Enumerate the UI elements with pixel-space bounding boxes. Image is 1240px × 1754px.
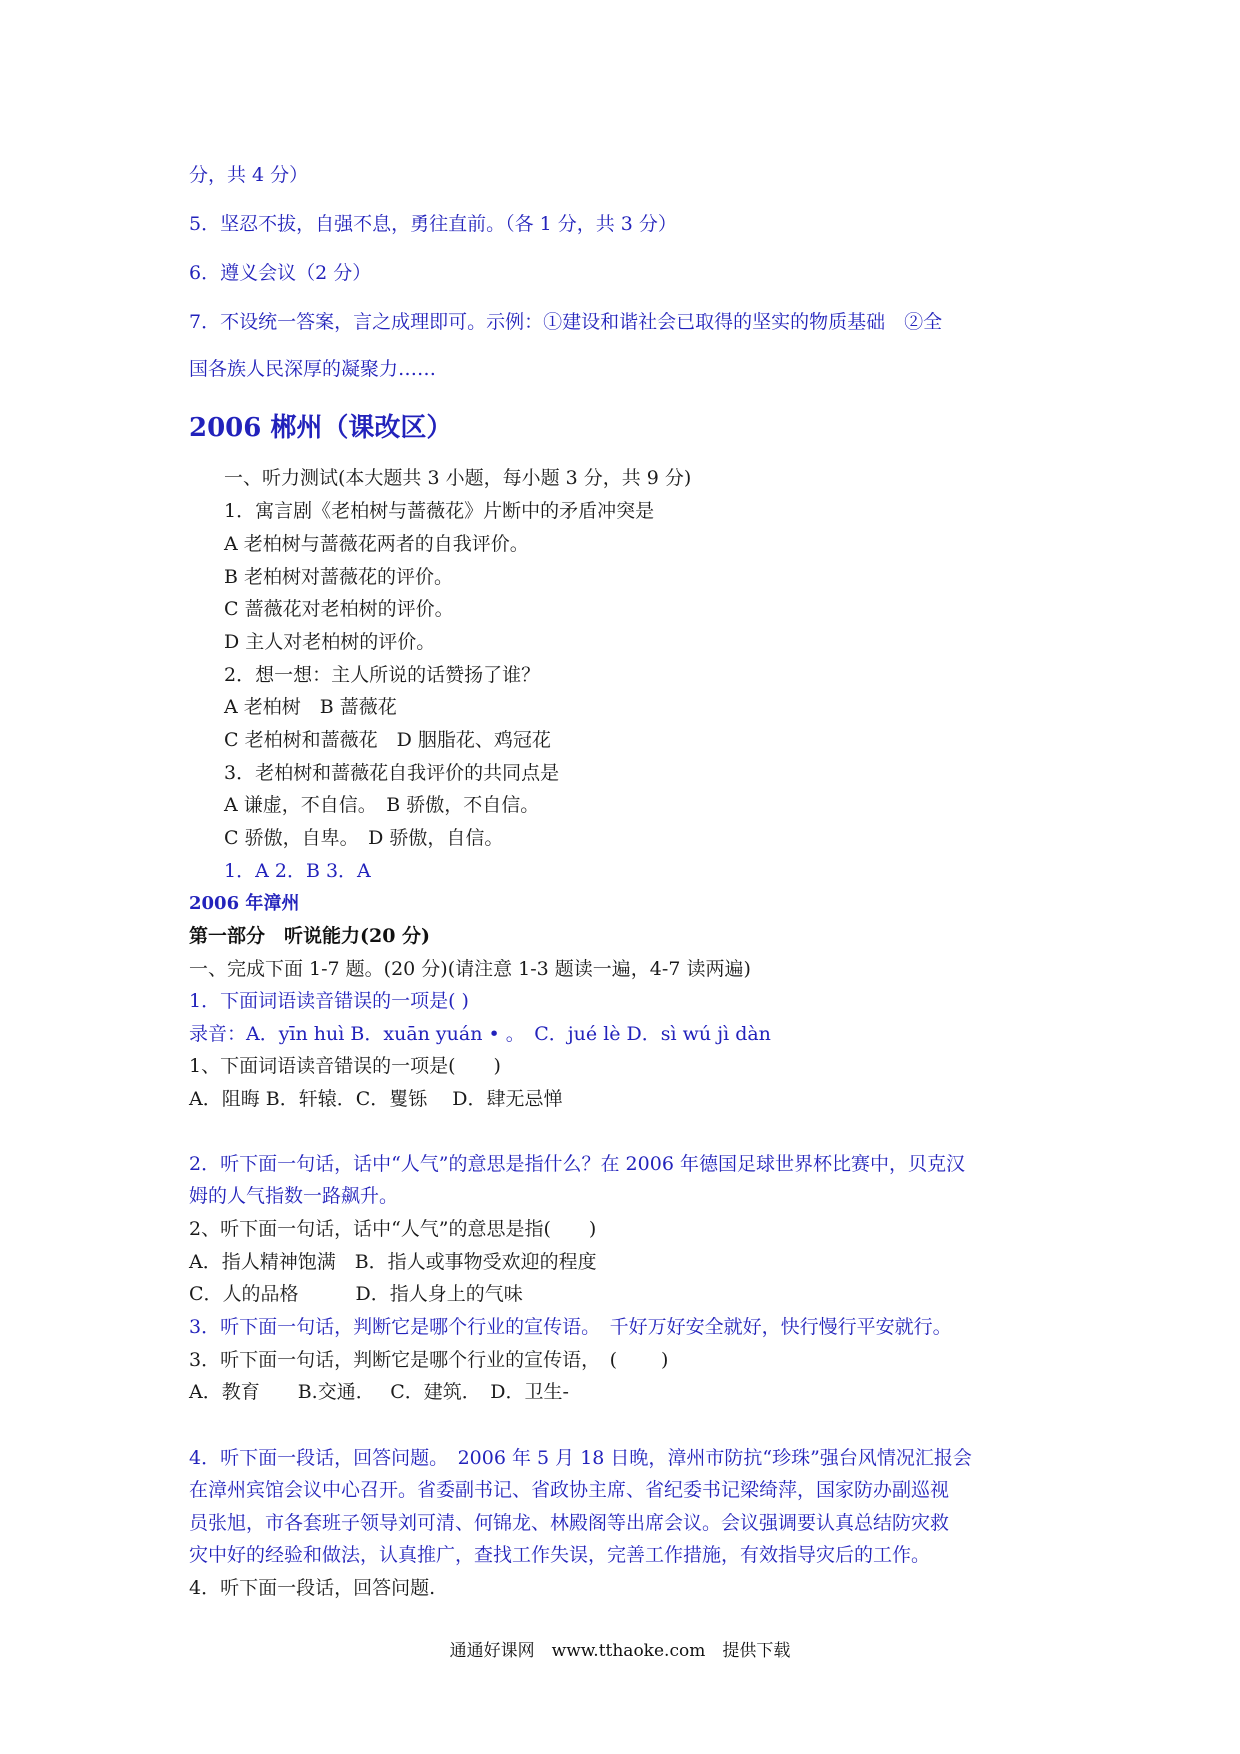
question: 1．寓言剧《老柏树与蔷薇花》片断中的矛盾冲突是 <box>224 500 655 522</box>
option: D 主人对老柏树的评价。 <box>224 631 436 653</box>
question: 2、听下面一句话，话中“人气”的意思是指( ) <box>189 1218 597 1240</box>
part-title: 第一部分 听说能力(20 分) <box>189 925 431 947</box>
option: A 老柏树与蔷薇花两者的自我评价。 <box>224 533 529 555</box>
section-title: 2006 郴州（课改区） <box>189 413 453 443</box>
option: A 谦虚，不自信。 B 骄傲，不自信。 <box>224 794 540 816</box>
option: C 骄傲，自卑。 D 骄傲，自信。 <box>224 827 504 849</box>
question: 3．老柏树和蔷薇花自我评价的共同点是 <box>224 762 560 784</box>
answer-line: 国各族人民深厚的凝聚力…… <box>189 358 437 380</box>
answer-key: 1．A 2．B 3．A <box>224 860 371 882</box>
question: 2．想一想：主人所说的话赞扬了谁？ <box>224 664 541 686</box>
question-script: 员张旭，市各套班子领导刘可清、何锦龙、林殿阁等出席会议。会议强调要认真总结防灾救 <box>189 1512 950 1534</box>
question-script: 2．听下面一句话，话中“人气”的意思是指什么？在 2006 年德国足球世界杯比赛中，贝克汉 <box>189 1153 965 1175</box>
options: A．指人精神饱满 B．指人或事物受欢迎的程度 <box>189 1251 597 1273</box>
question-script: 在漳州宾馆会议中心召开。省委副书记、省政协主席、省纪委书记梁绮萍，国家防办副巡视 <box>189 1479 950 1501</box>
section-intro: 一、完成下面 1-7 题。(20 分)(请注意 1-3 题读一遍，4-7 读两遍) <box>189 958 751 980</box>
options: A．阻晦 B．轩辕．C．矍铄 D．肆无忌惮 <box>189 1088 563 1110</box>
page-footer: 通通好课网 www.tthaoke.com 提供下载 <box>449 1641 791 1661</box>
option: C 蔷薇花对老柏树的评价。 <box>224 598 454 620</box>
question-script: 1．下面词语读音错误的一项是( ) <box>189 990 469 1012</box>
answer-line: 6．遵义会议（2 分） <box>189 262 372 284</box>
option: B 老柏树对蔷薇花的评价。 <box>224 566 454 588</box>
section-intro: 一、听力测试(本大题共 3 小题，每小题 3 分，共 9 分) <box>224 467 692 489</box>
question-script: 3．听下面一句话，判断它是哪个行业的宣传语。 千好万好安全就好，快行慢行平安就行。 <box>189 1316 952 1338</box>
question: 4．听下面一段话，回答问题. <box>189 1577 436 1599</box>
options: C．人的品格 D．指人身上的气味 <box>189 1283 523 1305</box>
question: 1、下面词语读音错误的一项是( ) <box>189 1055 501 1077</box>
question-script: 灾中好的经验和做法，认真推广，查找工作失误，完善工作措施，有效指导灾后的工作。 <box>189 1544 931 1566</box>
question: 3．听下面一句话，判断它是哪个行业的宣传语， ( ) <box>189 1349 669 1371</box>
audio-script: 录音：A．yīn huì B．xuān yuán • 。 C．jué lè D．sì wú jì dàn <box>189 1023 771 1045</box>
option: C 老柏树和蔷薇花 D 胭脂花、鸡冠花 <box>224 729 551 751</box>
option: A 老柏树 B 蔷薇花 <box>224 696 397 718</box>
options: A．教育 B.交通． C．建筑． D．卫生- <box>189 1381 569 1403</box>
answer-line: 分，共 4 分） <box>189 164 309 186</box>
section-title: 2006 年漳州 <box>189 893 300 914</box>
question-script: 4．听下面一段话，回答问题。 2006 年 5 月 18 日晚，漳州市防抗“珍珠”强台风情况汇报会 <box>189 1447 972 1469</box>
question-script: 姆的人气指数一路飙升。 <box>189 1185 399 1207</box>
answer-line: 5．坚忍不拔，自强不息，勇往直前。（各 1 分，共 3 分） <box>189 213 677 235</box>
answer-line: 7．不设统一答案，言之成理即可。示例：①建设和谐社会已取得的坚实的物质基础 ②全 <box>189 311 943 333</box>
